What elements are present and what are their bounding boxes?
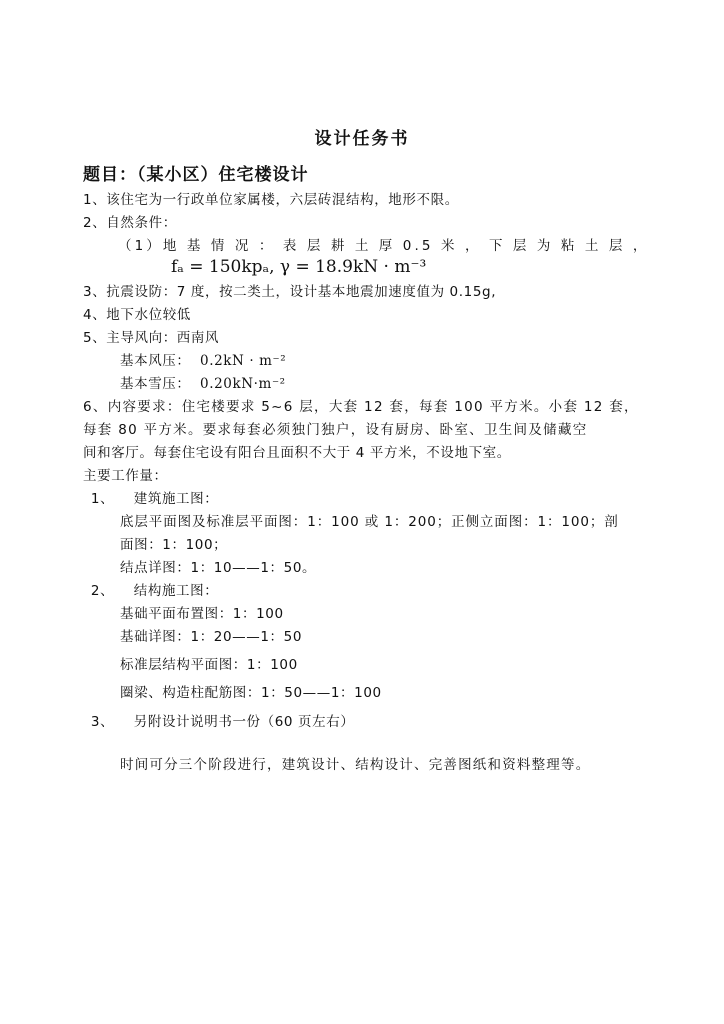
item-5: 5、主导风向：西南风: [83, 330, 220, 346]
item-6-line-1: 6、内容要求：住宅楼要求 5~6 层，大套 12 套，每套 100 平方米。小套 12 套，: [83, 399, 639, 415]
item-4: 4、地下水位较低: [83, 307, 191, 323]
snow-pressure-value: 0.20kN·m⁻²: [200, 376, 286, 392]
wind-pressure-value: 0.2kN · m⁻²: [200, 353, 287, 369]
item-6-line-2: 每套 80 平方米。要求每套必须独门独户，设有厨房、卧室、卫生间及储藏空: [83, 422, 588, 438]
workload-heading: 主要工作量：: [83, 468, 168, 484]
item-3: 3、抗震设防：7 度，按二类土，设计基本地震加速度值为 0.15g,: [83, 284, 497, 300]
document-title: 设计任务书: [314, 129, 410, 149]
workload-1-b: 面图：1：100；: [120, 537, 228, 553]
workload-1-c: 结点详图：1：10——1：50。: [120, 560, 317, 576]
item-6-line-3: 间和客厅。每套住宅设有阳台且面积不大于 4 平方米，不设地下室。: [83, 445, 511, 461]
wind-pressure-label: 基本风压：: [120, 353, 191, 369]
workload-2-c: 标准层结构平面图：1：100: [120, 657, 298, 673]
item-2: 2、自然条件：: [83, 215, 177, 231]
workload-2-a: 基础平面布置图：1：100: [120, 606, 284, 622]
workload-2-d: 圈梁、构造柱配筋图：1：50——1：100: [120, 685, 382, 701]
item-1: 1、该住宅为一行政单位家属楼，六层砖混结构，地形不限。: [83, 192, 459, 208]
snow-pressure-label: 基本雪压：: [120, 376, 191, 392]
workload-2-b: 基础详图：1：20——1：50: [120, 629, 303, 645]
workload-3: 3、 另附设计说明书一份（60 页左右）: [86, 714, 355, 730]
document-subtitle: 题目：（某小区）住宅楼设计: [83, 165, 309, 185]
workload-2: 2、 结构施工图：: [86, 583, 219, 599]
soil-formula: fₐ = 150kpₐ, γ = 18.9kN · m⁻³: [171, 257, 427, 277]
workload-1-a: 底层平面图及标准层平面图：1：100 或 1：200；正侧立面图：1：100；剖: [120, 514, 619, 530]
item-2-1: （1）地 基 情 况 ： 表 层 耕 土 厚 0.5 米 ， 下 层 为 粘 土 层 ，: [118, 238, 650, 254]
schedule-note: 时间可分三个阶段进行，建筑设计、结构设计、完善图纸和资料整理等。: [120, 757, 591, 773]
workload-1: 1、 建筑施工图：: [86, 491, 219, 507]
